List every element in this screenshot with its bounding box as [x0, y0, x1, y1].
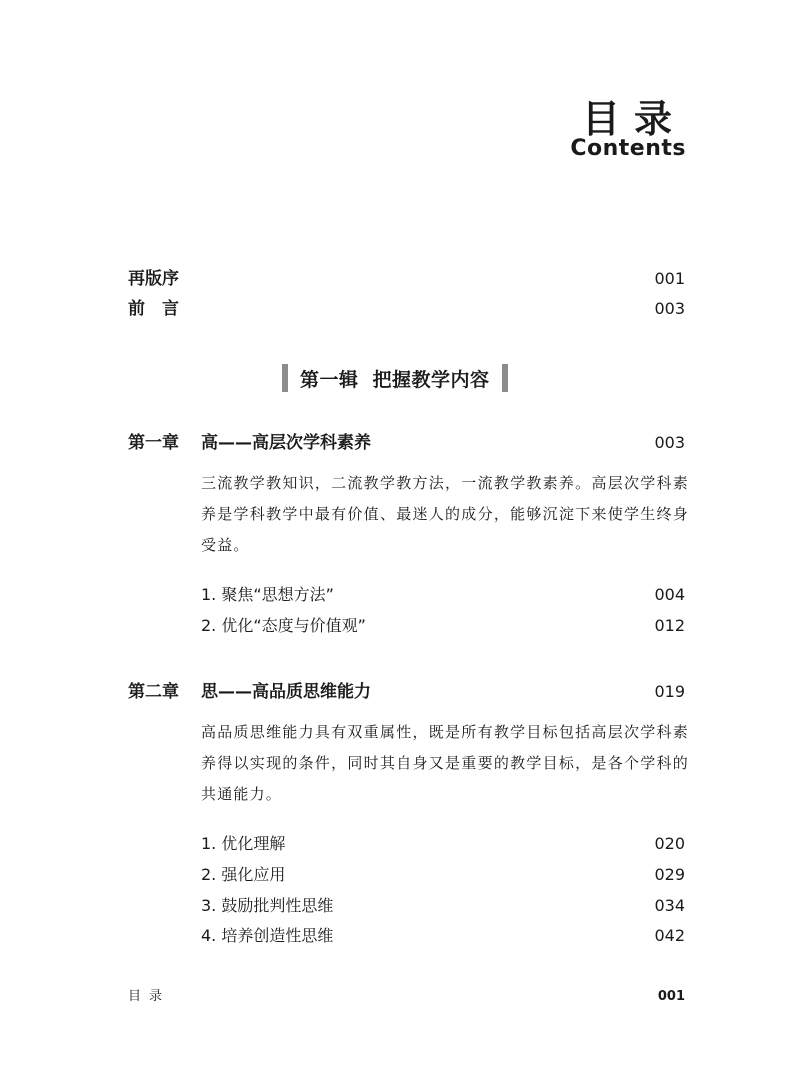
toc-section-2-3[interactable]: [201, 898, 685, 914]
toc-entry-foreword[interactable]: [128, 301, 685, 318]
chapter-description: 三流教学教知识，二流教学教方法，一流教学教素养。高层次学科素养是学科教学中最有价值、最迷人的成分，能够沉淀下来使学生终身受益。: [201, 474, 689, 554]
toc-chapter-1[interactable]: [128, 435, 685, 452]
section-page: 020: [654, 834, 685, 853]
part-label: 第一辑: [300, 368, 359, 391]
section-page: 034: [654, 896, 685, 915]
chapter-label: 第一章: [128, 433, 179, 453]
toc-entry-label: 再版序: [128, 269, 179, 289]
section-page: 029: [654, 865, 685, 884]
section-label: 1. 聚焦“思想方法”: [201, 585, 334, 604]
chapter-title: 高——高层次学科素养: [201, 433, 371, 453]
section-label: 3. 鼓励批判性思维: [201, 896, 334, 915]
toc-entry-page: 001: [654, 269, 685, 288]
section-label: 2. 强化应用: [201, 865, 286, 884]
part-heading: [282, 364, 508, 392]
chapter-title: 思——高品质思维能力: [201, 682, 371, 702]
footer-label: 目录: [128, 989, 171, 1004]
chapter-label: 第二章: [128, 682, 179, 702]
toc-entry-label: 前 言: [128, 299, 179, 319]
toc-entry-preface-reprint[interactable]: [128, 271, 685, 288]
part-title: 把握教学内容: [372, 368, 490, 391]
part-bar-right: [502, 364, 508, 392]
page-footer: [128, 990, 685, 1003]
toc-section-2-1[interactable]: [201, 836, 685, 852]
toc-entry-page: 003: [654, 299, 685, 318]
toc-section-1-1[interactable]: [201, 587, 685, 603]
toc-chapter-2[interactable]: [128, 684, 685, 701]
section-label: 1. 优化理解: [201, 834, 286, 853]
section-page: 042: [654, 926, 685, 945]
chapter-page: 003: [654, 433, 685, 452]
section-label: 2. 优化“态度与价值观”: [201, 616, 366, 635]
chapter-page: 019: [654, 682, 685, 701]
toc-section-2-2[interactable]: [201, 867, 685, 883]
page-subtitle: Contents: [570, 136, 686, 161]
section-page: 004: [654, 585, 685, 604]
section-label: 4. 培养创造性思维: [201, 926, 334, 945]
chapter-description: 高品质思维能力具有双重属性，既是所有教学目标包括高层次学科素养得以实现的条件，同时其自身又是重要的教学目标，是各个学科的共通能力。: [201, 723, 689, 803]
toc-section-1-2[interactable]: [201, 618, 685, 634]
section-page: 012: [654, 616, 685, 635]
page-title: 目录: [581, 97, 686, 141]
footer-page-number: 001: [657, 989, 685, 1004]
toc-section-2-4[interactable]: [201, 928, 685, 944]
part-bar-left: [282, 364, 288, 392]
